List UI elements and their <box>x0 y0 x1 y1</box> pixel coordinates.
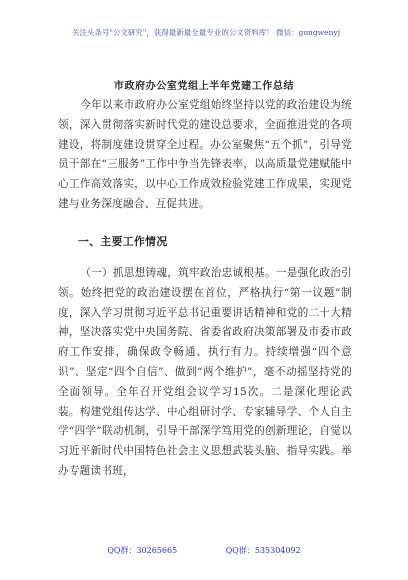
footer-qq-group-2: QQ群：535304092 <box>225 546 301 555</box>
section-heading: 一、主要工作情况 <box>78 235 168 248</box>
header-promo-note: 关注头条号"公文研究"，获得最新最全最专业的公文资料库！ 微信：gongwenyj <box>72 28 341 37</box>
document-title: 市政府办公室党组上半年党建工作总结 <box>113 81 295 92</box>
footer-qq-groups <box>0 545 408 556</box>
section-body-paragraph: （一）抓思想铸魂，筑牢政治忠诚根基。一是强化政治引领。始终把党的政治建设摆在首位，严格执行“第一议题”制度，深入学习贯彻习近平总书记重要讲话精神和党的二十大精神，坚决落实党中央国务院、省委省政府决策部署及市委市政府工作安排，确保政令畅通、执行有力。持续增强“四个意识”、坚定“四个自信”、做到“两个维护”，毫不动摇坚持党的全面领导。全年召开党组会议学习15次。二是深化理论武装。构建党组传达学、中心组研讨学、专家辅导学、个人自主学“四学”联动机制，引导干部深学笃用党的创新理论，自觉以习近平新时代中国特色社会主义思想武装头脑、指导实践。举办专题读书班， <box>58 267 352 477</box>
intro-paragraph: 今年以来市政府办公室党组始终坚持以党的政治建设为统领，深入贯彻落实新时代党的建设总要求，全面推进党的各项建设，将制度建设贯穿全过程。办公室聚焦“五个抓”，引导党员干部在“三服务”工作中争当先锋表率，以高质量党建赋能中心工作高效落实，以中心工作成效检验党建工作成果，实现党建与业务深度融合、互促共进。 <box>58 99 352 210</box>
footer-qq-group-1: QQ群：30265665 <box>107 546 178 555</box>
